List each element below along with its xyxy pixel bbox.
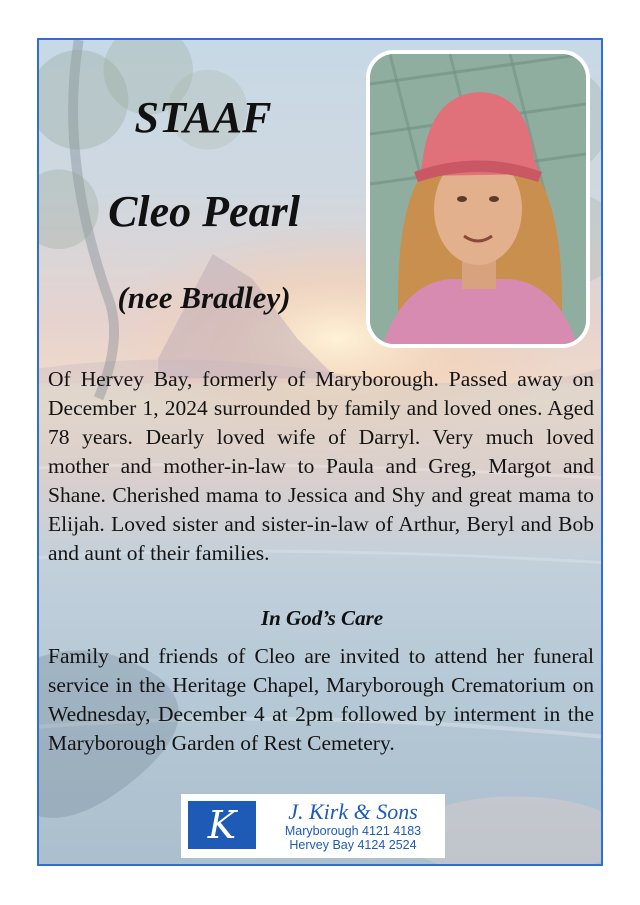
phone-maryborough: Maryborough 4121 4183 xyxy=(284,824,422,838)
given-names: Cleo Pearl xyxy=(108,187,300,236)
surname: STAAF xyxy=(134,93,272,142)
funeral-director-banner xyxy=(181,794,445,858)
logo-letter: K xyxy=(207,803,237,847)
kirk-logo-icon xyxy=(188,801,256,849)
in-gods-care-heading: In God’s Care xyxy=(260,606,384,630)
phone-hervey-bay: Hervey Bay 4124 2524 xyxy=(289,838,417,852)
obituary-notice xyxy=(37,38,603,866)
obituary-paragraph: Of Hervey Bay, formerly of Maryborough. Passed away on December 1, 2024 surrounded by family and loved ones. Aged 78 years. Dearly loved wife of Darryl. Very much loved mother and mother-in-law to Paula and Greg, Margot and Shane. Cherished mama to Jessica and Shy and great mama to Elijah. Loved sister and sister-in-law of Arthur, Beryl and Bob and aunt of their families. xyxy=(48,367,594,565)
funeral-details-paragraph: Family and friends of Cleo are invited to attend her funeral service in the Heritage Chapel, Maryborough Crematorium on Wednesday, December 4 at 2pm followed by interment in the Maryborough Garden of Rest Cemetery. xyxy=(48,644,594,755)
portrait-photo xyxy=(366,50,590,348)
maiden-name: (nee Bradley) xyxy=(117,280,291,315)
funeral-director-name: J. Kirk & Sons xyxy=(288,799,418,824)
